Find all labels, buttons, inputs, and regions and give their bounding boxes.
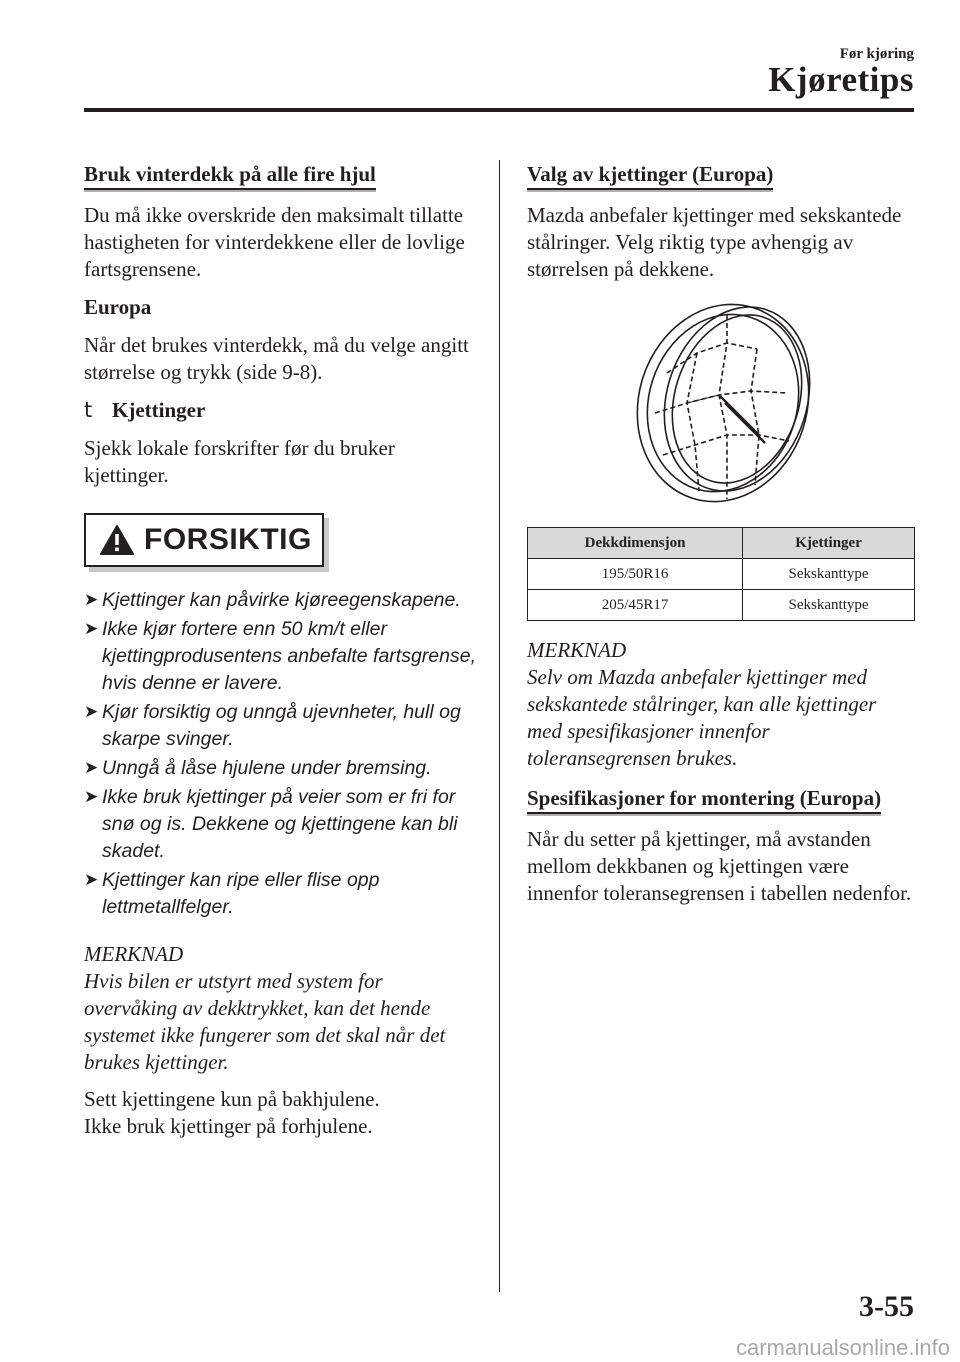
arrow-bullet-icon: ➤ — [84, 590, 99, 610]
caution-item-text: Kjør forsiktig og unngå ujevnheter, hull og skarpe svinger. — [102, 701, 461, 750]
header-section: Før kjøring — [839, 46, 914, 62]
note-text: Selv om Mazda anbefaler kjettinger med sekskantede stålringer, kan alle kjettinger med spesifikasjoner innenfor toleransegrensen brukes. — [527, 665, 877, 770]
arrow-bullet-icon: ➤ — [84, 758, 99, 778]
paragraph-local-rules: Sjekk lokale forskrifter før du bruker kjettinger. — [84, 436, 395, 487]
column-divider — [499, 160, 500, 1292]
arrow-bullet-icon: ➤ — [84, 870, 99, 890]
table-header-row — [528, 528, 915, 559]
paragraph-winter-speed: Du må ikke overskride den maksimalt tillatte hastigheten for vinterdekkene eller de lovlige fartsgrensene. — [84, 203, 465, 281]
note-text: Hvis bilen er utstyrt med system for overvåking av dekktrykket, kan det hende systemet ikke fungerer som det skal når det brukes kjettinger. — [84, 969, 446, 1074]
caution-item — [84, 699, 480, 753]
caution-item — [84, 784, 480, 865]
caution-list — [84, 587, 480, 921]
paragraph-winter-size: Når det brukes vinterdekk, må du velge angitt størrelse og trykk (side 9-8). — [84, 333, 469, 384]
note-title: MERKNAD — [84, 942, 184, 966]
header-rule — [84, 108, 914, 112]
table-cell: 205/45R17 — [528, 590, 743, 621]
caution-item — [84, 587, 480, 614]
table-header-cell: Dekkdimensjon — [528, 528, 743, 559]
caution-item-text: Ikke bruk kjettinger på veier som er fri for snø og is. Dekkene og kjettingene kan bli skadet. — [102, 786, 458, 862]
caution-item — [84, 755, 480, 782]
chain-size-table — [527, 527, 915, 621]
table-cell: 195/50R16 — [528, 559, 743, 590]
snow-chain-illustration — [627, 295, 819, 509]
caution-item-text: Kjettinger kan påvirke kjøreegenskapene. — [102, 589, 461, 611]
heading-winter-tires: Bruk vinterdekk på alle fire hjul — [84, 162, 376, 190]
arrow-bullet-icon: ➤ — [84, 702, 99, 722]
table-header-cell: Kjettinger — [743, 528, 915, 559]
footer-watermark: carmanualsonline.info — [735, 1335, 950, 1360]
table-cell: Sekskanttype — [743, 590, 915, 621]
page-number: 3-55 — [859, 1290, 914, 1323]
paragraph-chain-choice: Mazda anbefaler kjettinger med sekskantede stålringer. Velg riktig type avhengig av størrelsen på dekkene. — [527, 203, 902, 281]
left-column — [84, 158, 480, 1140]
arrow-bullet-icon: ➤ — [84, 787, 99, 807]
section-marker: t — [84, 398, 93, 422]
heading-mount-spec: Spesifikasjoner for montering (Europa) — [527, 786, 881, 814]
warning-triangle-icon — [100, 525, 134, 555]
paragraph-rear-only — [84, 1086, 480, 1140]
caution-box — [84, 513, 324, 567]
arrow-bullet-icon: ➤ — [84, 619, 99, 639]
caution-item-text: Ikke kjør fortere enn 50 km/t eller kjettingprodusentens anbefalte fartsgrense, hvis denne er lavere. — [102, 618, 476, 694]
caution-item-text: Unngå å låse hjulene under bremsing. — [102, 757, 432, 779]
right-column — [527, 158, 915, 919]
table-cell: Sekskanttype — [743, 559, 915, 590]
caution-item — [84, 867, 480, 921]
front-not-line: Ikke bruk kjettinger på forhjulene. — [84, 1114, 373, 1138]
caution-item — [84, 616, 480, 697]
table-row — [528, 590, 915, 621]
note-title: MERKNAD — [527, 638, 627, 662]
rear-only-line: Sett kjettingene kun på bakhjulene. — [84, 1087, 380, 1111]
caution-item-text: Kjettinger kan ripe eller flise opp lettmetallfelger. — [102, 869, 380, 918]
heading-chains — [84, 398, 480, 423]
paragraph-mount-spec: Når du setter på kjettinger, må avstanden mellom dekkbanen og kjettingen være innenfor toleransegrensen i tabellen nedenfor. — [527, 827, 912, 905]
heading-chains-label: Kjettinger — [112, 398, 206, 422]
page-title: Kjøretips — [768, 60, 914, 99]
heading-europe: Europa — [84, 295, 152, 319]
table-row — [528, 559, 915, 590]
caution-label: FORSIKTIG — [144, 523, 312, 556]
heading-chain-choice: Valg av kjettinger (Europa) — [527, 162, 773, 190]
